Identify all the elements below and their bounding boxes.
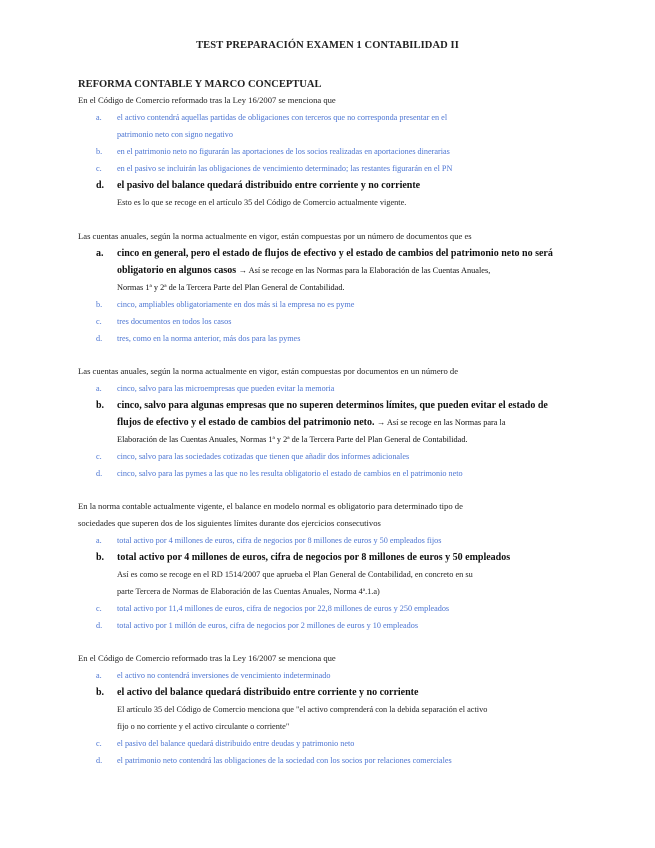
question-3-option-a[interactable]: a. cinco, salvo para las microempresas que pueden evitar la memoria — [96, 384, 335, 393]
question-4-option-c[interactable]: c. total activo por 11,4 millones de euros, cifra de negocios por 22,8 millones de euros y 250 empleados — [96, 604, 450, 613]
question-5-explanation: El artículo 35 del Código de Comercio menciona que "el activo comprenderá con la debida separación el activo fijo o no corriente y el activo circulante o corriente" — [117, 705, 488, 731]
question-3-stem: Las cuentas anuales, según la norma actualmente en vigor, están compuestas por documentos en un número de — [78, 366, 459, 376]
question-1-option-c[interactable]: c. en el pasivo se incluirán las obligaciones de vencimiento determinado; las restantes figurarán en el PN — [96, 164, 453, 173]
question-3-correct-option-b[interactable]: b. cinco, salvo para algunas empresas que no superen determinos límites, que pueden evitar el estado de flujos de efectivo y el estado de cambios del patrimonio neto. → Así se recoge en las Normas para la Elaboración de las Cuentas Anuales, Normas 1ª y 2ª de la Tercera Parte del Plan General de Contabilidad. — [96, 400, 548, 444]
question-1-option-b[interactable]: b. en el patrimonio neto no figurarán las aportaciones de los socios realizadas en aportaciones dinerarias — [96, 147, 450, 156]
question-2-option-c[interactable]: c. tres documentos en todos los casos — [96, 317, 232, 326]
question-4-option-d[interactable]: d. total activo por 1 millón de euros, cifra de negocios por 2 millones de euros y 10 empleados — [96, 621, 419, 630]
question-4-stem: En la norma contable actualmente vigente, el balance en modelo normal es obligatorio para determinado tipo de sociedades que superen dos de los siguientes límites durante dos ejercicios consecutivos — [78, 501, 463, 528]
question-5-option-d[interactable]: d. el patrimonio neto contendrá las obligaciones de la sociedad con los socios por relaciones comerciales — [96, 756, 452, 765]
question-2-option-d[interactable]: d. tres, como en la norma anterior, más dos para las pymes — [96, 334, 301, 343]
document-title: TEST PREPARACIÓN EXAMEN 1 CONTABILIDAD II — [196, 40, 459, 51]
question-3-option-c[interactable]: c. cinco, salvo para las sociedades cotizadas que tienen que añadir dos informes adicionales — [96, 452, 410, 461]
section-heading: REFORMA CONTABLE Y MARCO CONCEPTUAL — [78, 79, 322, 90]
question-4-option-a[interactable]: a. total activo por 4 millones de euros, cifra de negocios por 8 millones de euros y 50 empleados fijos — [96, 536, 442, 545]
question-5-stem: En el Código de Comercio reformado tras la Ley 16/2007 se menciona que — [78, 653, 336, 663]
question-2-stem: Las cuentas anuales, según la norma actualmente en vigor, están compuestas por un número de documentos que es — [78, 231, 472, 241]
question-2-option-b[interactable]: b. cinco, ampliables obligatoriamente en dos más si la empresa no es pyme — [96, 300, 355, 309]
question-3-option-d[interactable]: d. cinco, salvo para las pymes a las que no les resulta obligatorio el estado de cambios en el patrimonio neto — [96, 469, 463, 478]
question-2-correct-option-a[interactable]: a. cinco en general, pero el estado de flujos de efectivo y el estado de cambios del patrimonio neto no será obligatorio en algunos casos → Así se recoge en las Normas para la Elaboración de las Cuentas Anuales, Normas 1ª y 2ª de la Tercera Parte del Plan General de Contabilidad. — [96, 248, 553, 292]
question-5-option-a[interactable]: a. el activo no contendrá inversiones de vencimiento indeterminado — [96, 671, 331, 680]
question-1-option-a[interactable]: a. el activo contendrá aquellas partidas de obligaciones con terceros que no corresponda presentar en el patrimonio neto con signo negativo — [96, 113, 448, 139]
question-5-option-c[interactable]: c. el pasivo del balance quedará distribuido entre deudas y patrimonio neto — [96, 739, 355, 748]
question-5-correct-option-b[interactable]: b. el activo del balance quedará distribuido entre corriente y no corriente — [96, 687, 419, 698]
question-1-correct-option-d[interactable]: d. el pasivo del balance quedará distribuido entre corriente y no corriente — [96, 180, 421, 191]
question-1-stem: En el Código de Comercio reformado tras la Ley 16/2007 se menciona que — [78, 95, 336, 105]
question-4-correct-option-b[interactable]: b. total activo por 4 millones de euros, cifra de negocios por 8 millones de euros y 50 empleados — [96, 552, 511, 563]
question-1-explanation: Esto es lo que se recoge en el artículo 35 del Código de Comercio actualmente vigente. — [117, 198, 407, 207]
question-4-explanation: Así es como se recoge en el RD 1514/2007 que aprueba el Plan General de Contabilidad, en concreto en su parte Tercera de Normas de Elaboración de las Cuentas Anuales, Norma 4ª.1.a) — [117, 570, 473, 596]
